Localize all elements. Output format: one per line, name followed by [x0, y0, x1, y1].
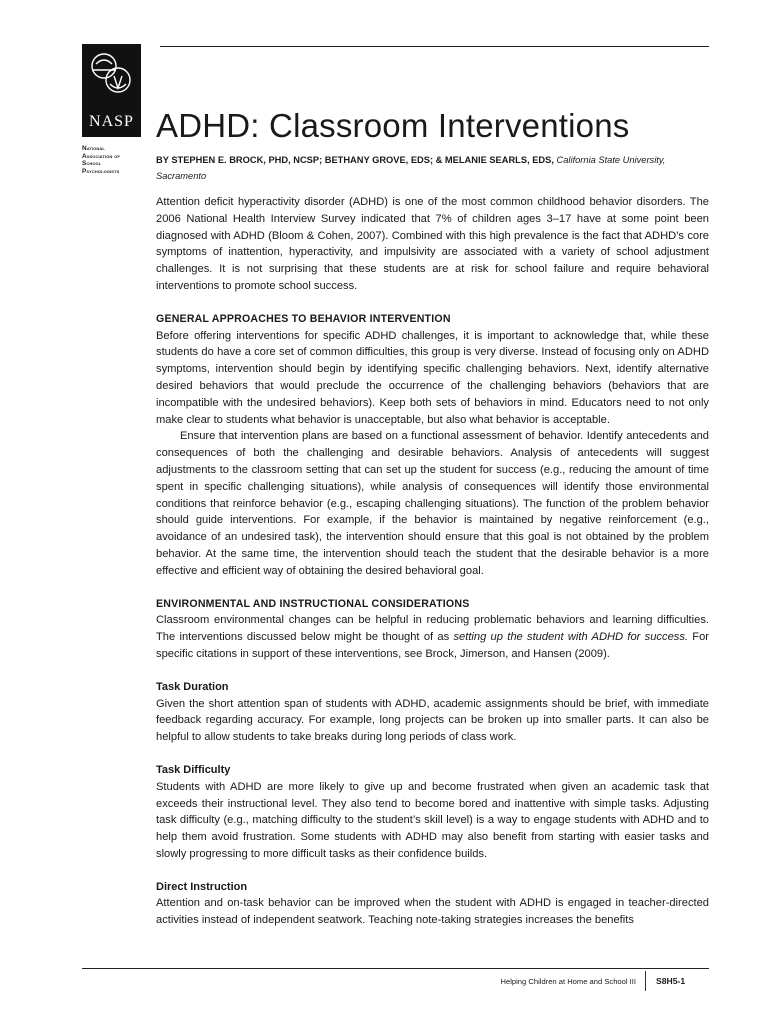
byline: [156, 152, 712, 184]
svg-text:NASP: NASP: [89, 113, 134, 130]
footer-page-code: S8H5-1: [656, 976, 686, 986]
text-span: Classroom environmental changes can be helpful in reducing problematic behaviors and learning difficulties. The interventions discussed below might be thought of as: [156, 614, 709, 644]
paragraph: [156, 612, 709, 662]
subheading-direct-instruction: Direct Instruction: [156, 880, 248, 893]
subheading-task-duration: Task Duration: [156, 680, 229, 693]
paragraph: Attention and on-task behavior can be improved when the student with ADHD is engaged in teacher-directed activities instead of independent seatwork. Teaching note-taking strategies increases the benefits: [156, 897, 709, 927]
footer-publication: Helping Children at Home and School III: [500, 977, 636, 986]
org-line: Psychologists: [82, 167, 120, 175]
article-body: [156, 194, 709, 929]
section-heading-general-approaches: GENERAL APPROACHES TO BEHAVIOR INTERVENTION: [156, 312, 451, 325]
top-rule: [160, 46, 709, 47]
section-heading-environmental: ENVIRONMENTAL AND INSTRUCTIONAL CONSIDERATIONS: [156, 597, 470, 610]
emphasis-text: setting up the student with ADHD for success.: [453, 631, 689, 644]
paragraph: Ensure that intervention plans are based on a functional assessment of behavior. Identify antecedents and consequences of both the challenging and desirable behaviors. Analysis of antecedents will suggest adjustments to the classroom setting that can set up the student for success (e.g., reducing the amount of time spent in specific challenging situations), while analysis of consequences will identify those environmental conditions that reinforce behavior (e.g., escaping challenging situations). The function of the problem behavior should guide interventions. For example, if the behavior is maintained by negative reinforcement (e.g., avoidance of an undesired task), the intervention should ensure that this goal is not obtained by the problem behavior. At the same time, the intervention should teach the student that the desirable behavior is a more effective and efficient way of obtaining the desired behavioral goal.: [156, 430, 709, 577]
org-line: Association of: [82, 152, 120, 160]
intro-paragraph: Attention deficit hyperactivity disorder (ADHD) is one of the most common childhood behavior disorders. The 2006 National Health Interview Survey indicated that 7% of children ages 3–17 have at some point been diagnosed with ADHD (Bloom & Cohen, 2007). Combined with this high prevalence is the fact that ADHD’s core symptoms of inattention, hyperactivity, and impulsivity are associated with a variety of school adjustment challenges. It is not surprising that these students are at risk for school failure and require behavioral interventions to promote school success.: [156, 196, 709, 292]
text-span: For specific citations in support of these interventions, see Brock, Jimerson, and Hansen (2009).: [156, 631, 710, 660]
paragraph: Given the short attention span of students with ADHD, academic assignments should be brief, with immediate feedback regarding accuracy. For example, long projects can be broken up into smaller parts. It can also be helpful to allow students to take breaks during long periods of class work.: [156, 697, 709, 744]
nasp-logo: [82, 44, 141, 137]
paragraph: Students with ADHD are more likely to give up and become frustrated when given an academic task that exceeds their instructional level. They also tend to become bored and inattentive with simple tasks. Adjusting task difficulty (e.g., matching difficulty to the student’s skill level) is a way to engage students with ADHD and to help them avoid frustration. Some students with ADHD may also benefit from starting with easier tasks and slowly progressing to more difficult tasks as their confidence builds.: [156, 780, 709, 860]
org-line: School: [82, 160, 102, 168]
nasp-emblem-icon: [82, 44, 141, 137]
article-title: ADHD: Classroom Interventions: [156, 107, 630, 144]
bottom-rule: [82, 968, 709, 969]
subheading-task-difficulty: Task Difficulty: [156, 763, 231, 776]
footer-divider: [645, 971, 646, 991]
authors: BY STEPHEN E. BROCK, PHD, NCSP; BETHANY GROVE, EDS; & MELANIE SEARLS, EDS,: [156, 155, 554, 165]
affiliation: California State University, Sacramento: [156, 155, 666, 181]
paragraph: Before offering interventions for specific ADHD challenges, it is important to acknowledge that, while these students do have a core set of common difficulties, this group is very diverse. Instead of focusing only on ADHD symptoms, intervention should begin by identifying specific challenging behaviors. Next, identify alternative desired behaviors that would preclude the occurrence of the challenging behaviors (behaviors that are incompatible with the undesired behaviors). Keep both sets of behaviors in mind. Educators need to not only make clear to students what behavior is unacceptable, but also what behavior is acceptable.: [156, 329, 709, 426]
organization-name: [82, 145, 156, 175]
org-line: National: [82, 145, 105, 152]
